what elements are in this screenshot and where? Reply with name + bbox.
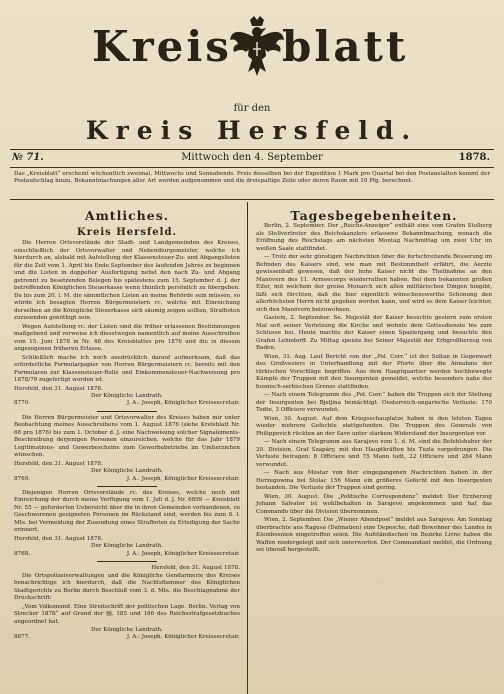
news-paragraph: Wien, 2. September. Die „Wiener Abendpost“ meldet aus Sarajevo: Am Sonntag überbrachte aus Ragusa (Dalmatien) eine Depesche, daß Bewohner des Landes in Kleinbosnien eingetroffen seien. Die Aufständischen im Bezirke Livno haben die Waffen niedergelegt und sich unterworfen. Der Commandant meldet, die Ordnung sei überall hergestellt. bbox=[256, 517, 492, 553]
place-date: Hersfeld, den 31. August 1878. bbox=[151, 565, 240, 572]
issue-number: № 71. bbox=[12, 152, 44, 163]
news-paragraph: Wien, 30. August. Die „Politische Correspondenz“ meldet: Der Erzherzog Johann Salvator ist wohlbehalten in Sarajevo angekommen und hat das Commando über die Division übernommen. bbox=[256, 493, 492, 515]
news-paragraph: — Nach einem Telegramm des „Pol. Corr.“ haben die Truppen sich der Stellung der Insurgenten bei Bjeljina bemächtigt. Oesterreich-ungarische Verluste: 170 Todte, 3 Officiere verwundet. bbox=[256, 392, 492, 413]
masthead-title-left: Kreis bbox=[92, 22, 232, 71]
official-paragraph: Die Herren Bürgermeister und Ortsvorwalter des Kreises haben mir unter Beobachtung meines Ausschreibens vom 1. August 1876 (siehe Kreisblatt Nr. 68 pro 1876) bis zum 1. October d. J. eine Nachweisung solcher Signalements-Beschreibung derjenigen Personen einzureichen, welche für das Jahr 1879 Legitimations- und Gewerbescheine zum Gewerbebetriebe im Umherziehen wünschen. bbox=[14, 414, 240, 459]
section-heading-amtliches: Amtliches. bbox=[84, 208, 170, 223]
signature: J. A.: Joseph, Königlicher Kreissecretair. bbox=[126, 475, 240, 482]
issue-date: Mittwoch den 4. September bbox=[181, 152, 323, 163]
eagle-emblem-icon bbox=[228, 16, 286, 78]
authority-line: Der Königliche Landrath. bbox=[91, 392, 163, 399]
signature-row bbox=[14, 400, 240, 407]
rule-below-dateline bbox=[10, 167, 494, 168]
reference-number: 8769. bbox=[14, 475, 31, 482]
news-paragraph: Gastein, 2. September. Se. Majestät der Kaiser besuchte gestern zum ersten Mal seit seiner Verletzung die Kirche und wohnte dem Gottesdienste bis zum Schlusse bei. Heute machte der Kaiser einen Spaziergang und besuchte den Grafen Lehndorff. Zu Mittag speiste bei Seiner Majestät der Erbgroßherzog von Baden. bbox=[256, 315, 492, 351]
place-date: Hersfeld, den 31. August 1878. bbox=[14, 460, 103, 467]
official-paragraph: Wegen Aufstellung rc. der Listen sind die früher erlassenen Bestimmungen maßgebend und verweise ich diesetwegen namentlich auf meine Ausschreiben vom 15. Juni 1878 in Nr. 48 des Kreisblattes pro 1876 und die in diesem angezogenen früheren Erlasse. bbox=[14, 323, 240, 352]
official-paragraph: Die Herren Ortsvorstände der Stadt- und Landgemeinden des Kreises, einschließlich der Ortsvorwalter und Nebendiurgemeister, welche ich hierdurch an, alsbald mit Aufstellung der Klassensteuer-Zu- und Abgangslisten für die Zeit vom 1. April bis Ende September des laufenden Jahres zu beginnen und die Listen in doppelter Ausfertigung nebst den nach Zu- und Abgang getrennt zu besetzenden Belegen bis spätestens zum 15. September d. J. der betreffenden Königlichen Steuerkasse wenn thunlich persönlich zu übergeben. Da bis zum 20. l. M. die sämmtlichen Listen an meine Behörde sein müssen, so würde ich besagten Herren Bürgermeistern rc. welche mit Einreichung derselben an die Königliche Steuerkasse sich säumig zeigen sollten, Strafboten zuzusenden genöthigt sein. bbox=[14, 240, 240, 321]
signature-row bbox=[14, 476, 240, 483]
signature-row bbox=[14, 551, 240, 558]
column-news bbox=[256, 208, 492, 556]
column-official bbox=[14, 208, 240, 642]
separator bbox=[97, 561, 157, 562]
reference-number: 8877. bbox=[14, 634, 31, 641]
signature: J. A.: Joseph, Königlicher Kreissecretair. bbox=[126, 550, 240, 557]
masthead-title-right: blatt bbox=[282, 22, 409, 71]
official-paragraph: „Vom Volksmund. Eine Streitschrift der politischen Lage. Berlin. Verlag von Strecker 1878“ auf Grund der §§. 185 und 186 des Reichsstrafgesetzbuches angeordnet hat. bbox=[14, 603, 240, 625]
news-paragraph: Wien, 31. Aug. Laut Bericht von der „Pol. Corr.“ ist der Sultan in Gegenwart des Großveziers in Unterhandlung mit der Pforte über die Annahme der türkischen Vorschläge begriffen. Aus dem Hauptquartier werden hochbewegte Kämpfe der Truppen mit den Insurgenten gemeldet, welche besonders nahe der bosnisch-serbischen Grenze stattfinden. bbox=[256, 353, 492, 390]
news-paragraph: — Nach einem Telegramm aus Sarajevo vom 1. d. M. sind die Befehlshaber der 20. Division, Graf Szapáry, mit den Hauptkräften bis Tuzla vorgedrungen. Die Verluste betragen: 8 Officiere und 75 Mann todt, 22 Officiere und 284 Mann verwundet. bbox=[256, 439, 492, 468]
dateline bbox=[10, 152, 494, 166]
news-paragraph: — Nach aus Mostar von hier eingegangenen Nachrichten haben in der Herzegowina bei Stolac 156 Mann ein größeres Gefecht mit den Insurgenten bestanden. Die Verluste der Truppen sind gering. bbox=[256, 470, 492, 491]
news-paragraph: — Trotz der sehr günstigen Nachrichten über die fortschreitende Besserung im Befinden des Kaisers sind, wie man mit Bestimmtheit erfährt, die Aerzte gewissenhaft gewesen, daß der hohe Kaiser nicht die Theilnahme an den Manövern des 11. Armeecorps wiederrathen haben. Bei dem bekannten großen Eifer, mit welchem der greise Monarch sich allen militärischen Dingen hingibt, läßt sich fürchten, daß die hier eigentlich wünschenswerthe Schonung den allerhöchsten Herrn nicht gegeben werden kann, und wird es dem Kaiser leichter, sich den Manövern beizuwohnen. bbox=[256, 254, 492, 313]
reference-number: 8768. bbox=[14, 550, 31, 557]
authority-line: Der Königliche Landrath. bbox=[91, 627, 163, 634]
subscription-notice: Das „Kreisblatt“ erscheint wöchentlich zweimal, Mittwochs und Sonnabends. Preis desselben bei der Expedition 1 Mark pro Quartal bei den Postanstalten kommt der Postaufschlag hinzu. Bekanntmachungen aller Art werden aufgenommen und die dreispaltige Zeile oder deren Raum mit 10 Pfg. berechnet. bbox=[14, 171, 490, 185]
separator bbox=[97, 411, 157, 412]
news-paragraph: Berlin, 2. September. Der „Reichs-Anzeiger“ enthält eine vom Grafen Stolberg als Stellvertreter des Reichskanzlers erlassene Bekanntmachung, wonach die Eröffnung des Reichstags am nächsten Montag Nachmittag um zwei Uhr im weißen Saale stattfindet. bbox=[256, 223, 492, 252]
official-paragraph: Schließlich mache ich noch ausdrücklich darauf aufmerksam, daß das erforderliche Formularpapier von Herren Bürgermeistern rc. bereits mit den Formularen zur Klassensteuer-Rolle und Einkommensteuer-Nachweisung pro 1878/79 zugefertigt worden ist. bbox=[14, 354, 240, 383]
place-date: Hersfeld, den 31. August 1878. bbox=[14, 535, 103, 542]
masthead-fuer-den: für den bbox=[233, 103, 271, 114]
signature: J. A.: Joseph, Königlicher Kreissecretair. bbox=[126, 400, 240, 407]
official-paragraph: Diejenigen Herren Ortsvorstände rc. des Kreises, welche noch mit Einreichung der durch meine Verfügung vom 1. Juli d. J. Nr. 6899 — Kreisblatt Nr. 55 — geforderten Uebersicht über die in ihren Gemeinden vorhandenen, zu Geschworenen geeigneten Personen im Rückstand sind, werden bis zum 8. l. Mts. bei Vermeidung der Zusendung eines Strafboten zu Erledigung der Sache erinnert. bbox=[14, 489, 240, 534]
separator bbox=[97, 486, 157, 487]
reference-number: 8770. bbox=[14, 400, 31, 407]
signature-row bbox=[14, 634, 240, 641]
official-paragraph: Die Ortspolizeiverwaltungen und die Königliche Gendarmerie des Kreises benachrichtige ich hierdurch, daß die Nachtsflammer des Königlichen Stadtgerichts zu Berlin durch Beschluß vom 3. d. Mts. die Beschlagnahme der Druckschrift: bbox=[14, 572, 240, 602]
place-date: Hersfeld, den 31. August 1878. bbox=[14, 385, 103, 392]
masthead-kreis-name: Kreis Hersfeld. bbox=[85, 116, 419, 145]
issue-year: 1878. bbox=[458, 152, 490, 163]
rule-below-notice bbox=[10, 199, 494, 200]
column-divider bbox=[247, 202, 248, 694]
signature: J. A.: Joseph, Königlicher Kreissecretair. bbox=[126, 634, 240, 641]
authority-line: Der Königliche Landrath. bbox=[91, 543, 163, 550]
rule-top bbox=[10, 149, 494, 150]
authority-line: Der Königliche Landrath. bbox=[91, 468, 163, 475]
news-paragraph: Wien, 30. August. Auf dem Kriegsschauplatze haben in den letzten Tagen wieder mehrere Gefechte stattgefunden. Die Truppen des Generals von Philippovich rückten an der Save unter starkem Widerstand der Insurgenten vor. bbox=[256, 415, 492, 437]
section-heading-tagesbegebenheiten: Tagesbegebenheiten. bbox=[290, 208, 458, 223]
subheading-kreis-hersfeld: Kreis Hersfeld. bbox=[77, 227, 177, 238]
